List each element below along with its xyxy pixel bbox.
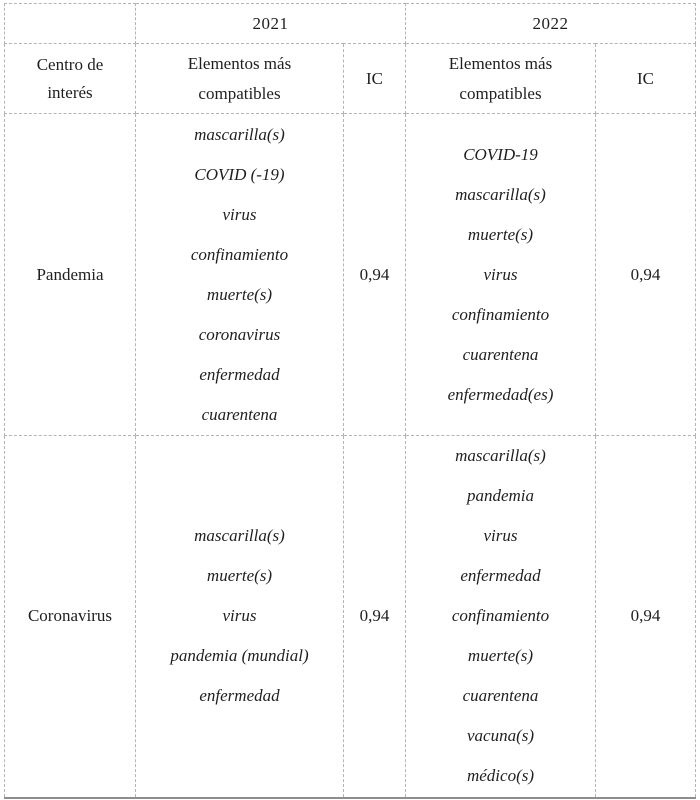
- element-item: virus: [222, 204, 257, 224]
- element-item: virus: [483, 526, 518, 546]
- element-item: COVID-19: [463, 144, 538, 164]
- element-item: enfermedad: [460, 566, 541, 586]
- element-item: enfermedad: [199, 686, 280, 706]
- element-item: muerte(s): [467, 224, 534, 244]
- element-item: vacuna(s): [466, 726, 535, 746]
- elements-cell-coronavirus-2022: [406, 436, 596, 798]
- ic-value-pandemia-2021: 0,94: [344, 114, 406, 436]
- element-item: confinamiento: [451, 304, 550, 324]
- col-header-ic-2021: IC: [344, 44, 406, 114]
- compatibility-table: [4, 3, 696, 799]
- element-item: muerte(s): [206, 284, 273, 304]
- elements-cell-pandemia-2022: [406, 114, 596, 436]
- element-item: cuarentena: [201, 404, 278, 424]
- element-item: pandemia (mundial): [170, 646, 309, 666]
- elements-cell-coronavirus-2021: [136, 436, 344, 798]
- col-header-centro-de-interes: Centro de interés: [5, 44, 136, 114]
- element-item: confinamiento: [190, 244, 289, 264]
- elements-cell-pandemia-2021: [136, 114, 344, 436]
- year-header-row: [5, 4, 696, 44]
- ic-value-coronavirus-2022: 0,94: [596, 436, 696, 798]
- column-header-row: [5, 44, 696, 114]
- year-header-2022: 2022: [406, 4, 696, 44]
- element-item: mascarilla(s): [455, 184, 546, 204]
- ic-value-coronavirus-2021: 0,94: [344, 436, 406, 798]
- element-item: virus: [483, 264, 518, 284]
- year-header-2021: 2021: [136, 4, 406, 44]
- col-header-ic-2022: IC: [596, 44, 696, 114]
- element-item: muerte(s): [467, 646, 534, 666]
- elements-list: [406, 436, 595, 796]
- element-item: cuarentena: [462, 344, 539, 364]
- element-item: coronavirus: [198, 324, 281, 344]
- element-item: mascarilla(s): [194, 526, 285, 546]
- element-item: muerte(s): [206, 566, 273, 586]
- elements-list: [136, 115, 343, 435]
- elements-list: [406, 135, 595, 415]
- elements-list: [136, 516, 343, 716]
- row-label-pandemia: Pandemia: [5, 114, 136, 436]
- element-item: mascarilla(s): [455, 446, 546, 466]
- ic-value-pandemia-2022: 0,94: [596, 114, 696, 436]
- row-label-coronavirus: Coronavirus: [5, 436, 136, 798]
- table-row-coronavirus: [5, 436, 696, 798]
- element-item: virus: [222, 606, 257, 626]
- col-header-elementos-2021: Elementos más compatibles: [136, 44, 344, 114]
- col-header-elementos-2022: Elementos más compatibles: [406, 44, 596, 114]
- element-item: COVID (-19): [194, 164, 285, 184]
- element-item: médico(s): [466, 766, 535, 786]
- corner-cell: [5, 4, 136, 44]
- element-item: enfermedad: [199, 364, 280, 384]
- element-item: pandemia: [466, 486, 535, 506]
- element-item: confinamiento: [451, 606, 550, 626]
- element-item: mascarilla(s): [194, 124, 285, 144]
- element-item: cuarentena: [462, 686, 539, 706]
- table-row-pandemia: [5, 114, 696, 436]
- element-item: enfermedad(es): [447, 384, 554, 404]
